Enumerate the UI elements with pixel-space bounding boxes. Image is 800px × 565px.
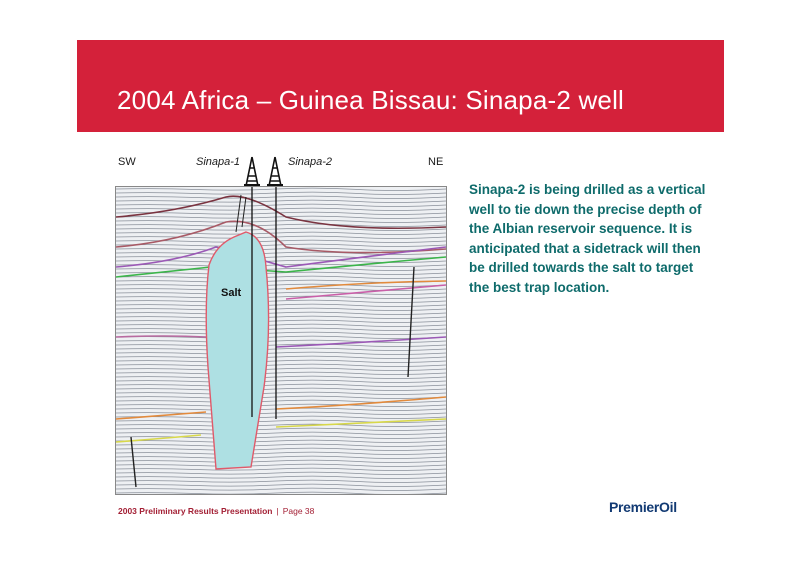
slide-body-text: Sinapa-2 is being drilled as a vertical well to tie down the precise depth of the Albian reservoir sequence. It is anticipated that a sidetrack will then be drilled towards the salt to target the best trap location. [469, 182, 706, 295]
salt-label: Salt [221, 287, 242, 299]
footer-presentation-title: 2003 Preliminary Results Presentation [118, 506, 273, 516]
title-banner [77, 40, 724, 132]
derrick-icon [267, 156, 283, 187]
slide-title: 2004 Africa – Guinea Bissau: Sinapa-2 well [117, 85, 625, 115]
footer-separator: | [276, 506, 279, 516]
premier-oil-logo: PremierOil [609, 499, 677, 515]
well-sinapa-1-label: Sinapa-1 [196, 156, 241, 168]
seismic-image [116, 187, 446, 494]
ne-direction-label: NE [428, 156, 444, 168]
page-number: Page 38 [282, 506, 315, 516]
footer-presentation-info [118, 506, 314, 516]
sw-direction-label: SW [118, 156, 136, 168]
derrick-icon [244, 156, 260, 187]
well-sinapa-2-label: Sinapa-2 [288, 156, 333, 168]
seismic-section [115, 186, 447, 495]
